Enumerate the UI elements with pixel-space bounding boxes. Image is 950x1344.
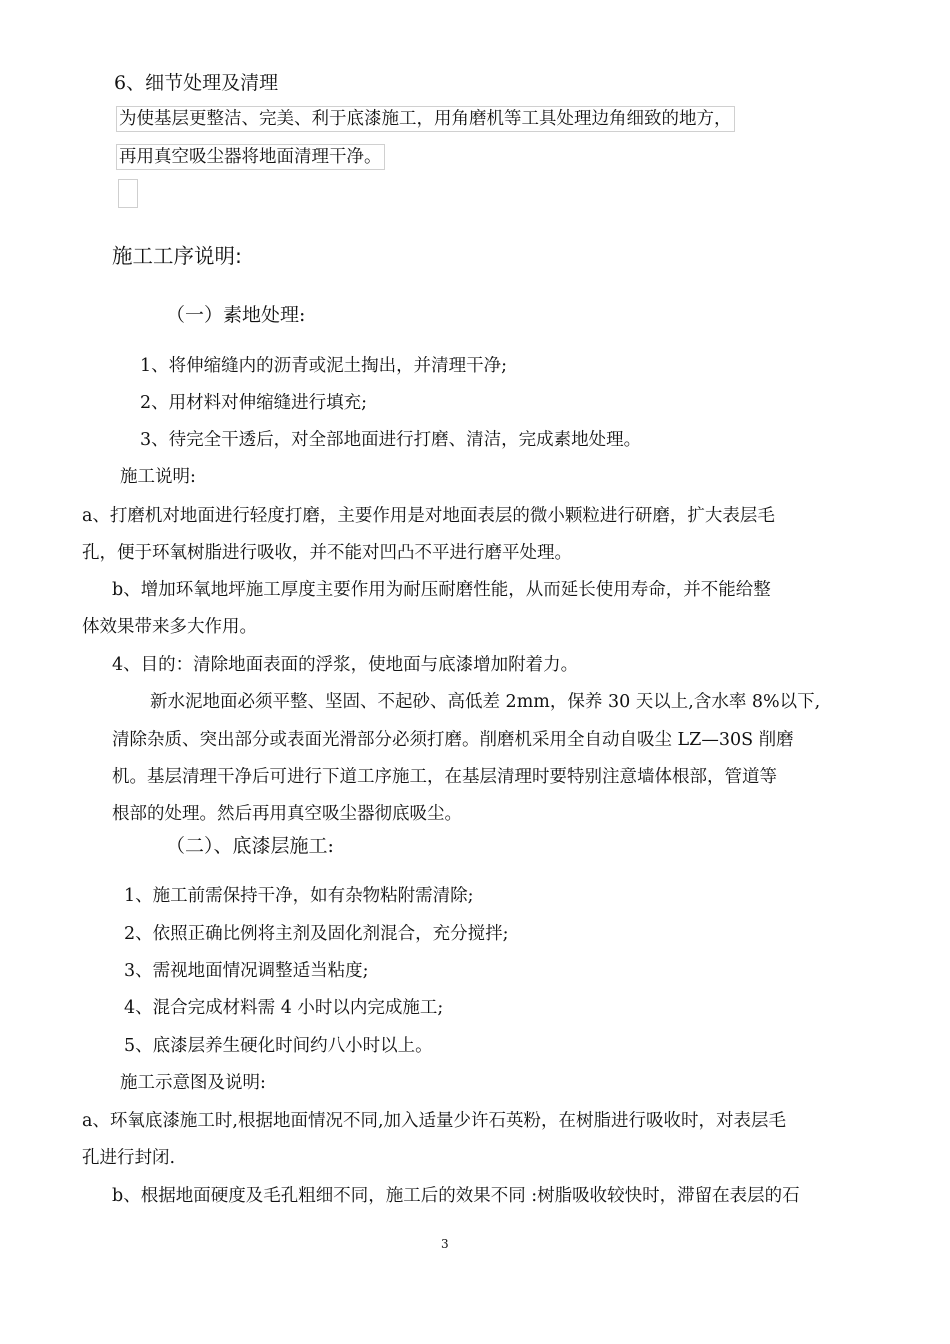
part2-note-b-line1: b、根据地面硬度及毛孔粗细不同，施工后的效果不同 :树脂吸收较快时，滞留在表层的石 [112,1186,800,1206]
part1-item-2: 2、用材料对伸缩缝进行填充; [140,393,368,413]
part2-item-3: 3、需视地面情况调整适当粘度; [124,961,369,981]
part1-item-4: 4、目的：清除地面表面的浮浆，使地面与底漆增加附着力。 [112,655,579,675]
part1-para-line3: 机。基层清理干净后可进行下道工序施工，在基层清理时要特别注意墙体根部，管道等 [112,767,777,787]
part2-note-a-line2: 孔进行封闭. [82,1148,176,1168]
part1-note-b-line1: b、增加环氧地坪施工厚度主要作用为耐压耐磨性能，从而延长使用寿命，并不能给整 [112,580,771,600]
section6-line2: 再用真空吸尘器将地面清理干净。 [116,144,385,170]
part1-para-line1: 新水泥地面必须平整、坚固、不起砂、高低差 2mm，保养 30 天以上,含水率 8%以下, [150,692,821,712]
page-number: 3 [441,1237,449,1251]
part2-item-4: 4、混合完成材料需 4 小时以内完成施工; [124,998,444,1018]
part1-item-1: 1、将伸缩缝内的沥青或泥土掏出，并清理干净; [140,356,508,376]
part2-title: （二）、底漆层施工: [166,835,334,857]
part2-note-a-line1: a、环氧底漆施工时,根据地面情况不同,加入适量少许石英粉，在树脂进行吸收时，对表层毛 [82,1111,787,1131]
part1-note-b-line2: 体效果带来多大作用。 [82,617,257,637]
empty-textbox [118,179,138,208]
part1-para-line2: 清除杂质、突出部分或表面光滑部分必须打磨。削磨机采用全自动自吸尘 LZ—30S 削磨 [112,730,794,750]
part1-para-line4: 根部的处理。然后再用真空吸尘器彻底吸尘。 [112,804,462,824]
part2-notes-label: 施工示意图及说明: [120,1073,266,1093]
part2-item-5: 5、底漆层养生硬化时间约八小时以上。 [124,1036,433,1056]
section6-title: 6、细节处理及清理 [114,72,279,94]
part2-item-1: 1、施工前需保持干净，如有杂物粘附需清除; [124,886,474,906]
part1-item-3: 3、待完全干透后，对全部地面进行打磨、清洁，完成素地处理。 [140,430,642,450]
part1-notes-label: 施工说明: [120,467,196,487]
part1-title: （一）素地处理: [166,304,306,326]
part2-item-2: 2、依照正确比例将主剂及固化剂混合，充分搅拌; [124,924,509,944]
part1-note-a-line2: 孔，便于环氧树脂进行吸收，并不能对凹凸不平进行磨平处理。 [82,543,572,563]
section6-line1: 为使基层更整洁、完美、利于底漆施工，用角磨机等工具处理边角细致的地方， [116,106,735,132]
page-heading: 施工工序说明: [112,244,242,268]
part1-note-a-line1: a、打磨机对地面进行轻度打磨，主要作用是对地面表层的微小颗粒进行研磨，扩大表层毛 [82,506,775,526]
